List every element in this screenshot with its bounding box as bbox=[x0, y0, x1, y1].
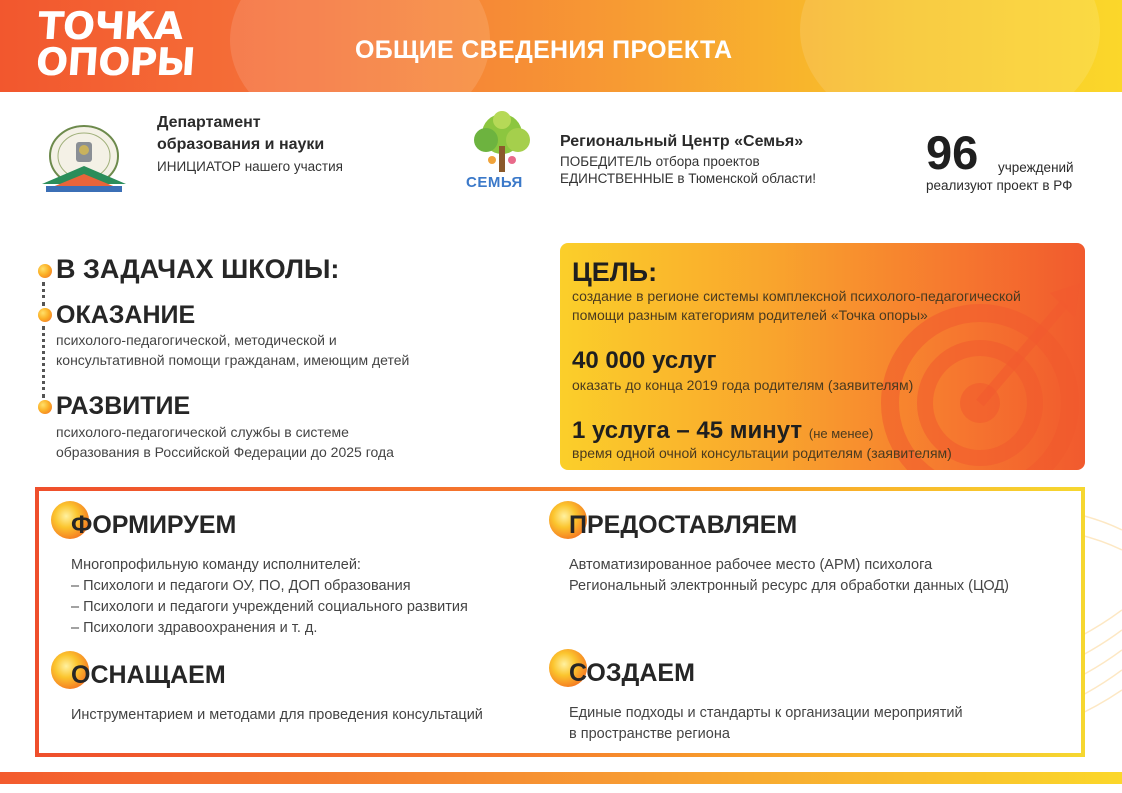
page-title: ОБЩИЕ СВЕДЕНИЯ ПРОЕКТА bbox=[355, 36, 733, 64]
center-subtitle-1: ПОБЕДИТЕЛЬ отбора проектов bbox=[560, 154, 760, 169]
task-2-text-2: образования в Российской Федерации до 2025 года bbox=[56, 444, 394, 460]
task-1-title: ОКАЗАНИЕ bbox=[56, 301, 196, 329]
card-form-line-1: Многопрофильную команду исполнителей: bbox=[71, 557, 361, 573]
center-subtitle-2: ЕДИНСТВЕННЫЕ в Тюменской области! bbox=[560, 171, 817, 186]
institutions-count: 96 bbox=[926, 126, 979, 179]
card-create bbox=[549, 649, 1069, 749]
department-emblem bbox=[36, 122, 132, 194]
department-block bbox=[157, 112, 343, 175]
goal-stat-2-text: время одной очной консультации родителям (заявителям) bbox=[572, 445, 952, 461]
goal-stat-2-title-text: 1 услуга – 45 минут bbox=[572, 417, 803, 444]
card-equip-line-1: Инструментарием и методами для проведения консультаций bbox=[71, 707, 483, 723]
header-banner bbox=[0, 0, 1122, 92]
card-form-line-4: – Психологи здравоохранения и т. д. bbox=[71, 620, 318, 636]
card-form-line-2: – Психологи и педагоги ОУ, ПО, ДОП образования bbox=[71, 578, 411, 594]
activities-frame bbox=[35, 487, 1085, 757]
goal-stat-2-title bbox=[572, 417, 873, 445]
goal-stat-1-text: оказать до конца 2019 года родителям (заявителям) bbox=[572, 377, 914, 393]
card-provide-line-1: Автоматизированное рабочее место (АРМ) психолога bbox=[569, 557, 933, 573]
semya-logo bbox=[462, 110, 542, 198]
card-provide-title: ПРЕДОСТАВЛЯЕМ bbox=[569, 511, 798, 539]
goal-text-1: создание в регионе системы комплексной психолого-педагогической bbox=[572, 288, 1021, 304]
header-decor bbox=[800, 0, 1100, 92]
card-provide-line-2: Региональный электронный ресурс для обработки данных (ЦОД) bbox=[569, 578, 1009, 594]
card-equip bbox=[51, 651, 531, 741]
goal-stat-1-title: 40 000 услуг bbox=[572, 347, 717, 374]
bullet-icon bbox=[38, 308, 52, 322]
logo-line1: ТОЧКА bbox=[36, 4, 184, 48]
tochka-opory-logo bbox=[34, 4, 198, 84]
footer-bar bbox=[0, 772, 1122, 784]
card-provide bbox=[549, 501, 1069, 631]
task-2-title: РАЗВИТИЕ bbox=[56, 392, 191, 420]
goal-text-2: помощи разным категориям родителей «Точка опоры» bbox=[572, 307, 928, 323]
card-form bbox=[51, 501, 531, 636]
dotted-connector bbox=[42, 282, 45, 306]
logo-line2: ОПОРЫ bbox=[34, 40, 197, 84]
institutions-caption: реализуют проект в РФ bbox=[926, 178, 1073, 193]
dotted-connector bbox=[42, 326, 45, 398]
department-subtitle: ИНИЦИАТОР нашего участия bbox=[157, 159, 343, 174]
institutions-unit: учреждений bbox=[998, 160, 1074, 175]
department-title-line1: Департамент bbox=[157, 114, 261, 131]
semya-logo-text: СЕМЬЯ bbox=[466, 174, 523, 191]
card-equip-body bbox=[71, 705, 483, 726]
task-2-text-1: психолого-педагогической службы в системе bbox=[56, 424, 349, 440]
tasks-heading: В ЗАДАЧАХ ШКОЛЫ: bbox=[56, 254, 340, 284]
center-block bbox=[560, 131, 816, 187]
card-create-title: СОЗДАЕМ bbox=[569, 659, 695, 687]
bullet-icon bbox=[38, 400, 52, 414]
bullet-icon bbox=[38, 264, 52, 278]
card-create-line-1: Единые подходы и стандарты к организации мероприятий bbox=[569, 705, 963, 721]
institutions-stat bbox=[926, 126, 1096, 193]
card-form-title: ФОРМИРУЕМ bbox=[71, 511, 237, 539]
card-equip-title: ОСНАЩАЕМ bbox=[71, 661, 226, 689]
card-create-line-2: в пространстве региона bbox=[569, 726, 730, 742]
card-provide-body bbox=[569, 555, 1009, 597]
department-title-line2: образования и науки bbox=[157, 136, 325, 153]
card-form-body bbox=[71, 555, 468, 639]
task-1-text-2: консультативной помощи гражданам, имеющим детей bbox=[56, 352, 410, 368]
card-form-line-3: – Психологи и педагоги учреждений социального развития bbox=[71, 599, 468, 615]
card-create-body bbox=[569, 703, 963, 745]
goal-heading: ЦЕЛЬ: bbox=[572, 257, 658, 287]
goal-panel bbox=[560, 243, 1085, 470]
goal-stat-2-note: (не менее) bbox=[808, 426, 874, 441]
task-1-text-1: психолого-педагогической, методической и bbox=[56, 332, 337, 348]
center-title: Региональный Центр «Семья» bbox=[560, 133, 804, 150]
